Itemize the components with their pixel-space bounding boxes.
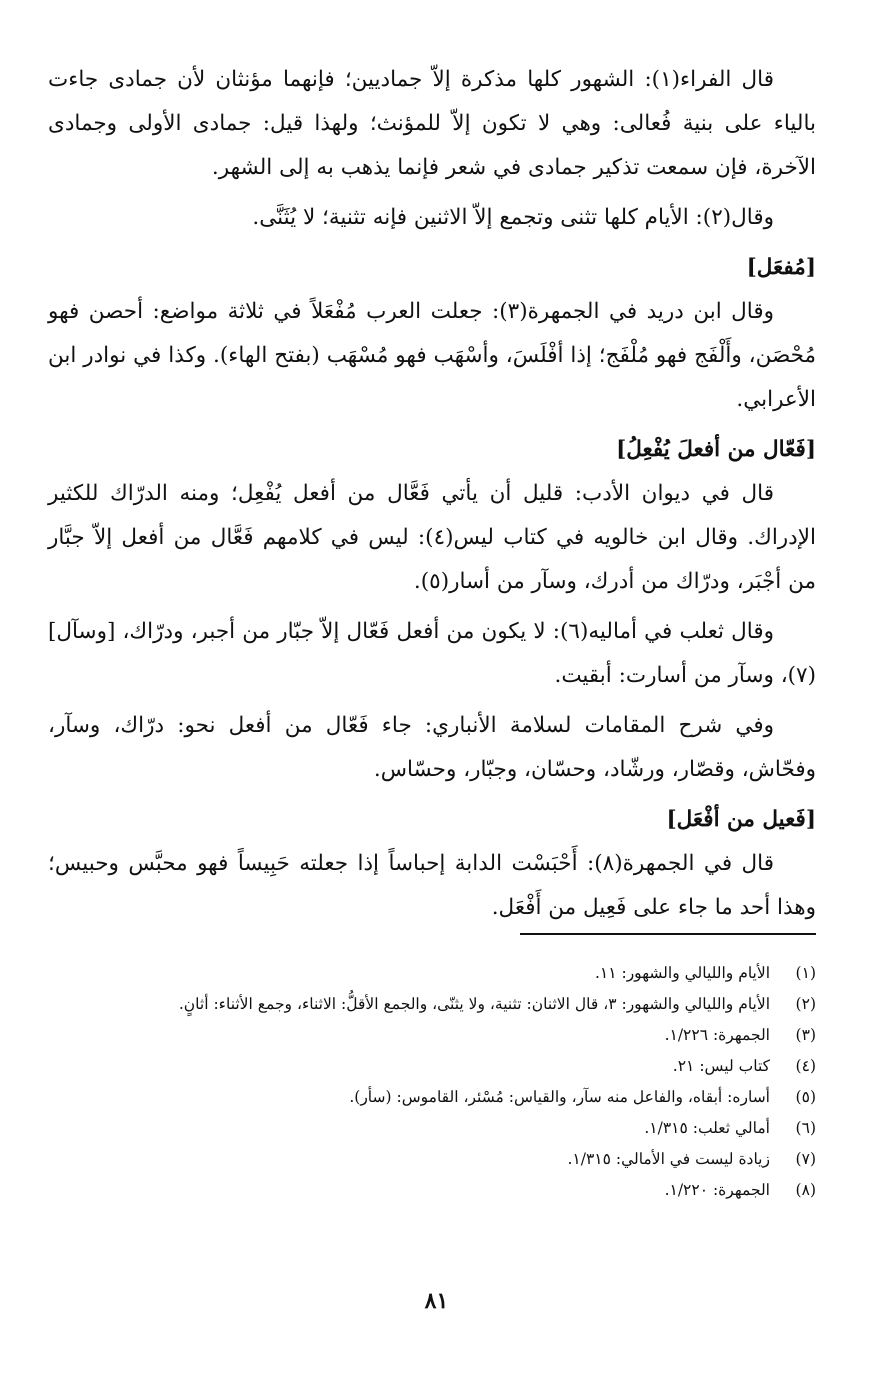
page-number: ٨١ [424, 1288, 449, 1314]
paragraph-7: قال في الجمهرة(٨): أَحْبَسْت الدابة إحباساً إذا جعلته حَبِيساً فهو محبَّس وحبيس؛ وهذا أحد ما جاء على فَعِيل من أَفْعَل. [48, 851, 816, 920]
section-heading-mufal: [مُفعَل] [746, 255, 816, 280]
footnote-divider [520, 933, 816, 935]
footnote-number: (٤) [795, 1057, 816, 1075]
paragraph-2: وقال(٢): الأيام كلها تثنى وتجمع إلاّ الاثنين فإنه تثنية؛ لا يُثَنَّى. [252, 205, 774, 230]
footnote-number: (٣) [795, 1026, 816, 1044]
footnote-text: كتاب ليس: ٢١. [672, 1057, 770, 1075]
paragraph-4: قال في ديوان الأدب: قليل أن يأتي فَعَّال من أفعل يُفْعِل؛ ومنه الدرّاك للكثير الإدراك. وقال ابن خالويه في كتاب ليس(٤): ليس في كلامهم فَعَّال من أفعل إلاّ جبَّار من أجْبَر، ودرّاك من أدرك، وسآر من أسار(٥). [48, 481, 816, 594]
section-heading-faal: [فَعّال من أفعلَ يُفْعِلُ] [616, 437, 816, 462]
footnote-text: الأيام والليالي والشهور: ١١. [594, 964, 770, 982]
paragraph-5: وقال ثعلب في أماليه(٦): لا يكون من أفعل فَعّال إلاّ جبّار من أجبر، ودرّاك، [وسآل](٧)، وسآر من أسارت: أبقيت. [48, 619, 816, 688]
footnote-number: (٦) [795, 1119, 816, 1137]
footnote-item [48, 1144, 816, 1175]
footnote-item [48, 1175, 816, 1206]
footnote-text: الجمهرة: ١/٢٢٦. [664, 1026, 770, 1044]
footnote-number: (٨) [795, 1181, 816, 1199]
footnote-text: الجمهرة: ١/٢٢٠. [664, 1181, 770, 1199]
footnotes [48, 958, 816, 1206]
footnote-text: الأيام والليالي والشهور: ٣، قال الاثنان: تثنية، ولا يثنّى، والجمع الأقلُّ: الاثناء، وجمع الأثناء: أثانٍ. [178, 995, 770, 1013]
footnote-number: (٥) [795, 1088, 816, 1106]
footnote-item [48, 989, 816, 1020]
footnote-item [48, 958, 816, 989]
footnote-item [48, 1113, 816, 1144]
footnote-text: أمالي ثعلب: ١/٣١٥. [644, 1119, 770, 1137]
paragraph-3: وقال ابن دريد في الجمهرة(٣): جعلت العرب مُفْعَلاً في ثلاثة مواضع: أحصن فهو مُحْصَن، وأَلْفَج فهو مُلْفَج؛ إذا أفْلَسَ، وأسْهَب فهو مُسْهَب (بفتح الهاء). وكذا في نوادر ابن الأعرابي. [48, 299, 816, 412]
paragraph-6: وفي شرح المقامات لسلامة الأنباري: جاء فَعّال من أفعل نحو: درّاك، وسآر، وفحّاش، وقصّار، ورشّاد، وحسّان، وجبّار، وحسّاس. [48, 713, 816, 782]
footnote-number: (١) [795, 964, 816, 982]
footnote-number: (٧) [795, 1150, 816, 1168]
paragraph-1: قال الفراء(١): الشهور كلها مذكرة إلاّ جماديين؛ فإنهما مؤنثان لأن جمادى جاءت بالياء على بنية فُعالى: وهي لا تكون إلاّ للمؤنث؛ ولهذا قيل: جمادى الأولى وجمادى الآخرة، فإن سمعت تذكير جمادى في شعر فإنما يذهب به إلى الشهر. [48, 67, 816, 180]
footnote-text: أساره: أبقاه، والفاعل منه سآر، والقياس: مُسْئر، القاموس: (سأر). [349, 1088, 770, 1106]
section-heading-faeel: [فَعيل من أفْعَل] [666, 807, 816, 832]
footnote-number: (٢) [795, 995, 816, 1013]
footnote-item [48, 1082, 816, 1113]
footnote-item [48, 1051, 816, 1082]
footnote-item [48, 1020, 816, 1051]
footnote-text: زيادة ليست في الأمالي: ١/٣١٥. [567, 1150, 770, 1168]
main-text [48, 58, 816, 936]
